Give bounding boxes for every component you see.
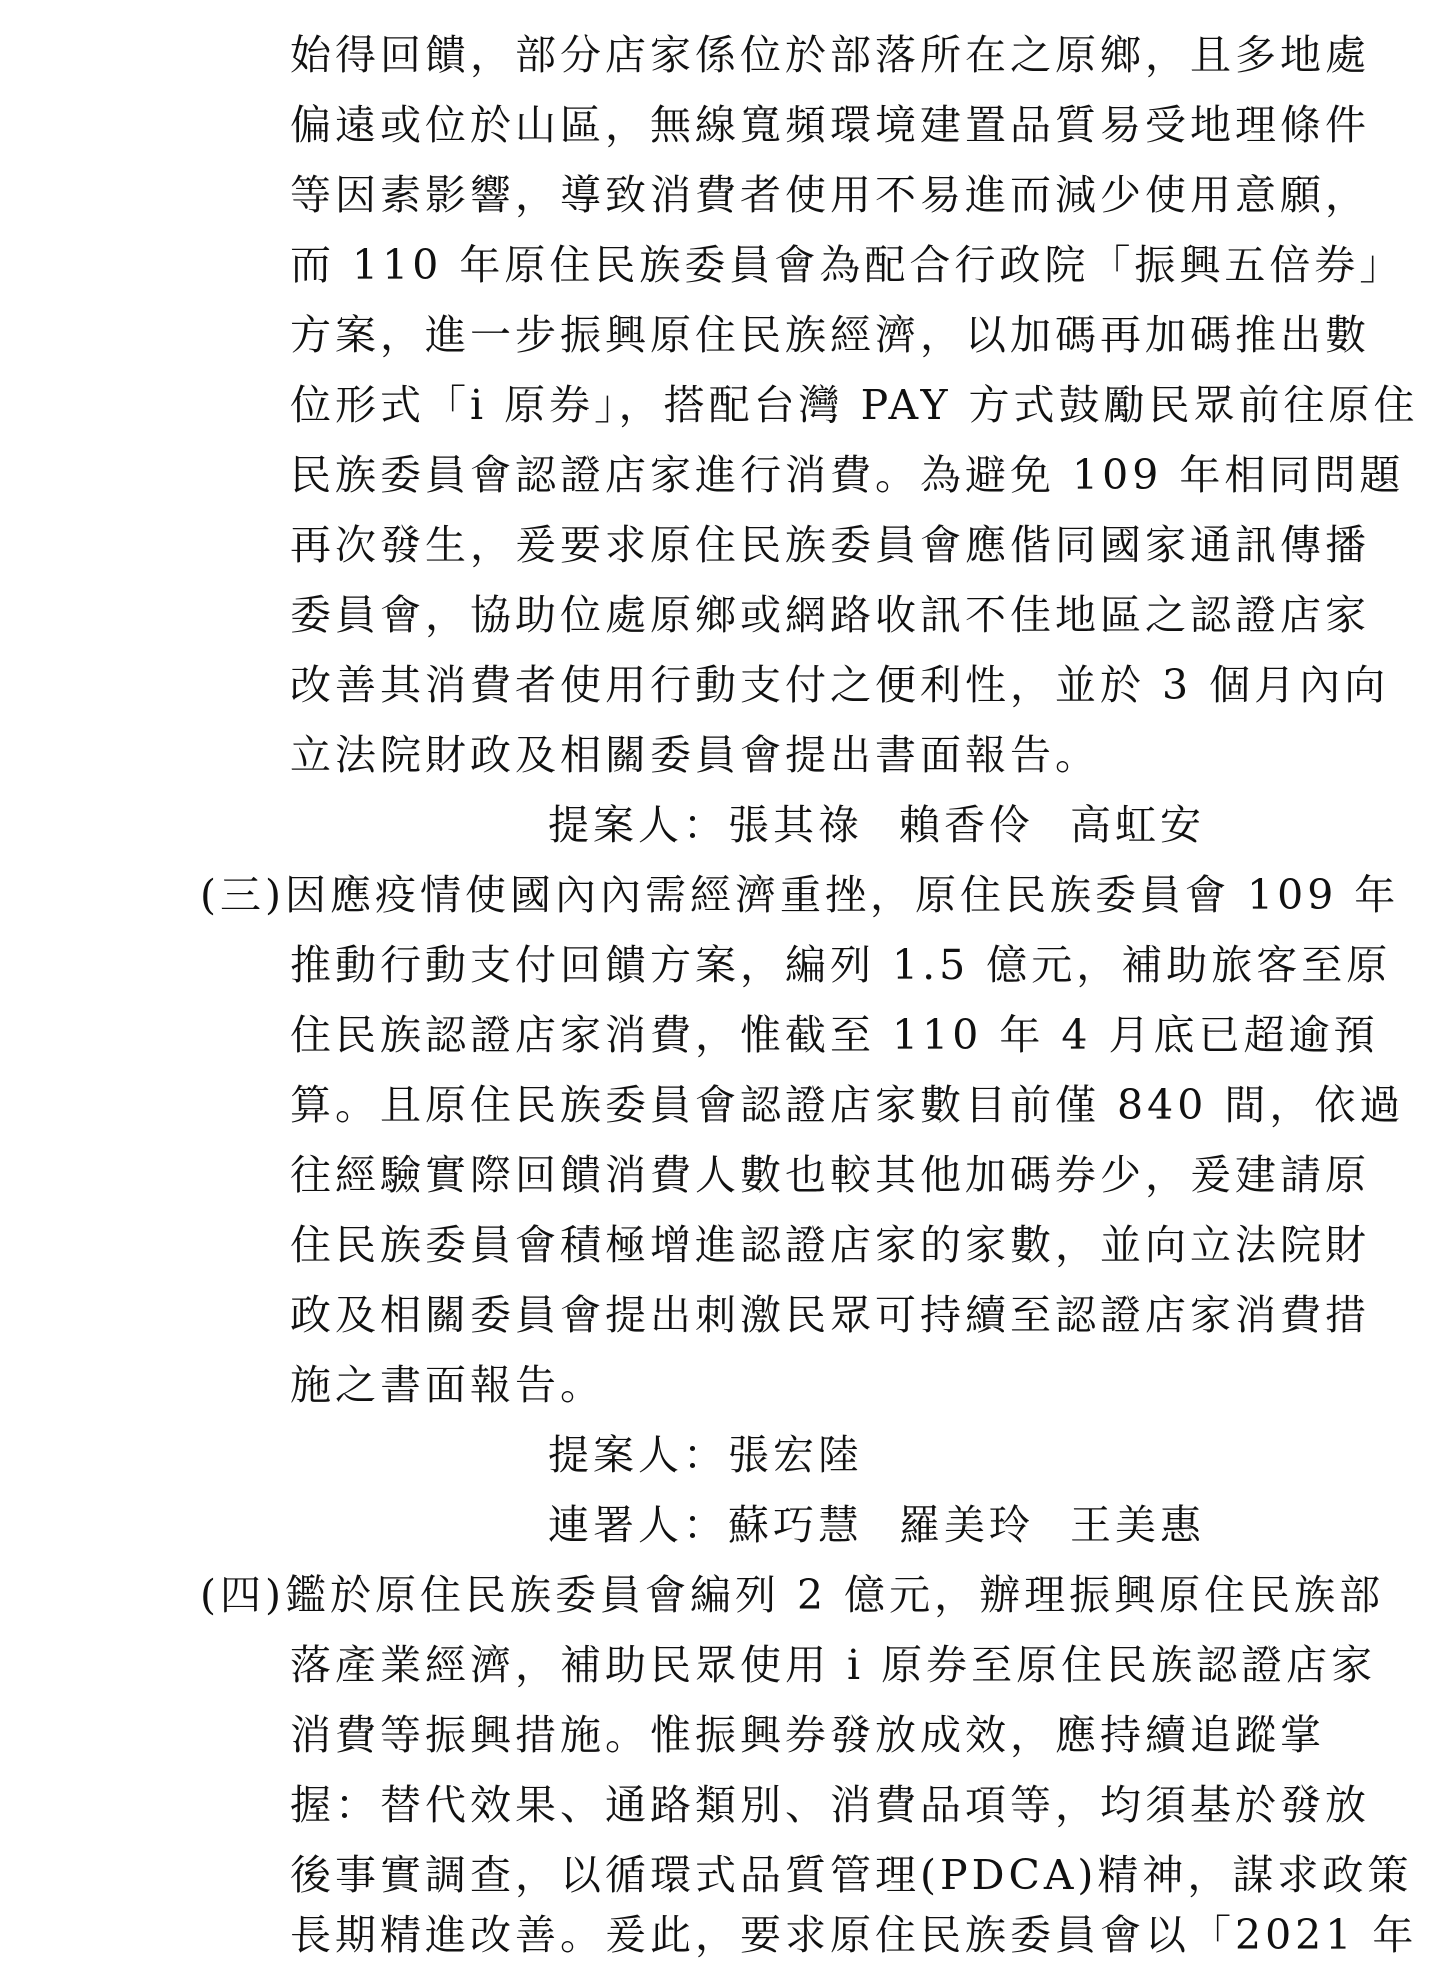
proposer-label: 提案人： [548,1431,728,1479]
paragraph-line: 落產業經濟，補助民眾使用 i 原券至原住民族認證店家 [290,1641,1377,1689]
proposer-label: 提案人： [548,801,728,849]
paragraph-line: 委員會，協助位處原鄉或網路收訊不佳地區之認證店家 [290,591,1370,639]
paragraph-line: (四)鑑於原住民族委員會編列 2 億元，辦理振興原住民族部 [200,1571,1385,1619]
paragraph-line: 後事實調查，以循環式品質管理(PDCA)精神，謀求政策 [290,1851,1413,1899]
cosigner-label: 連署人： [548,1501,728,1549]
paragraph-line: 住民族認證店家消費，惟截至 110 年 4 月底已超逾預 [290,1011,1379,1059]
cosigner-names [728,1501,1241,1549]
paragraph-line: 位形式「i 原券」，搭配台灣 PAY 方式鼓勵民眾前往原住 [290,381,1419,429]
paragraph-line: (三)因應疫情使國內內需經濟重挫，原住民族委員會 109 年 [200,871,1400,919]
paragraph-line: 始得回饋，部分店家係位於部落所在之原鄉，且多地處 [290,31,1370,79]
paragraph-line: 立法院財政及相關委員會提出書面報告。 [290,731,1100,779]
cosigner-name: 王美惠 [1070,1501,1205,1549]
proposer-signature [548,1420,899,1490]
paragraph-line: 施之書面報告。 [290,1361,605,1409]
proposer-signature [548,790,1241,860]
paragraph-line: 消費等振興措施。惟振興券發放成效，應持續追蹤掌 [290,1711,1325,1759]
paragraph-line: 而 110 年原住民族委員會為配合行政院「振興五倍券」 [290,241,1405,289]
cosigner-name: 蘇巧慧 [728,1501,863,1549]
paragraph-line: 算。且原住民族委員會認證店家數目前僅 840 間，依過 [290,1081,1405,1129]
paragraph-line: 握：替代效果、通路類別、消費品項等，均須基於發放 [290,1781,1370,1829]
paragraph-line: 再次發生，爰要求原住民族委員會應偕同國家通訊傳播 [290,521,1370,569]
paragraph-line: 往經驗實際回饋消費人數也較其他加碼券少，爰建請原 [290,1151,1370,1199]
paragraph-line: 長期精進改善。爰此，要求原住民族委員會以「2021 年 [290,1911,1418,1959]
proposer-names [728,801,1241,849]
cosigner-signature [548,1490,1241,1560]
proposer-name: 張其祿 [728,801,863,849]
paragraph-line: 推動行動支付回饋方案，編列 1.5 億元，補助旅客至原 [290,941,1392,989]
paragraph-line: 方案，進一步振興原住民族經濟，以加碼再加碼推出數 [290,311,1370,359]
paragraph-line: 住民族委員會積極增進認證店家的家數，並向立法院財 [290,1221,1370,1269]
paragraph-line: 改善其消費者使用行動支付之便利性，並於 3 個月內向 [290,661,1390,709]
paragraph-line: 政及相關委員會提出刺激民眾可持續至認證店家消費措 [290,1291,1370,1339]
proposer-names [728,1431,899,1479]
proposer-name: 張宏陸 [728,1431,863,1479]
proposer-name: 賴香伶 [899,801,1034,849]
paragraph-line: 偏遠或位於山區，無線寬頻環境建置品質易受地理條件 [290,101,1370,149]
proposer-name: 高虹安 [1070,801,1205,849]
cosigner-name: 羅美玲 [899,1501,1034,1549]
paragraph-line: 民族委員會認證店家進行消費。為避免 109 年相同問題 [290,451,1405,499]
paragraph-line: 等因素影響，導致消費者使用不易進而減少使用意願， [290,171,1370,219]
